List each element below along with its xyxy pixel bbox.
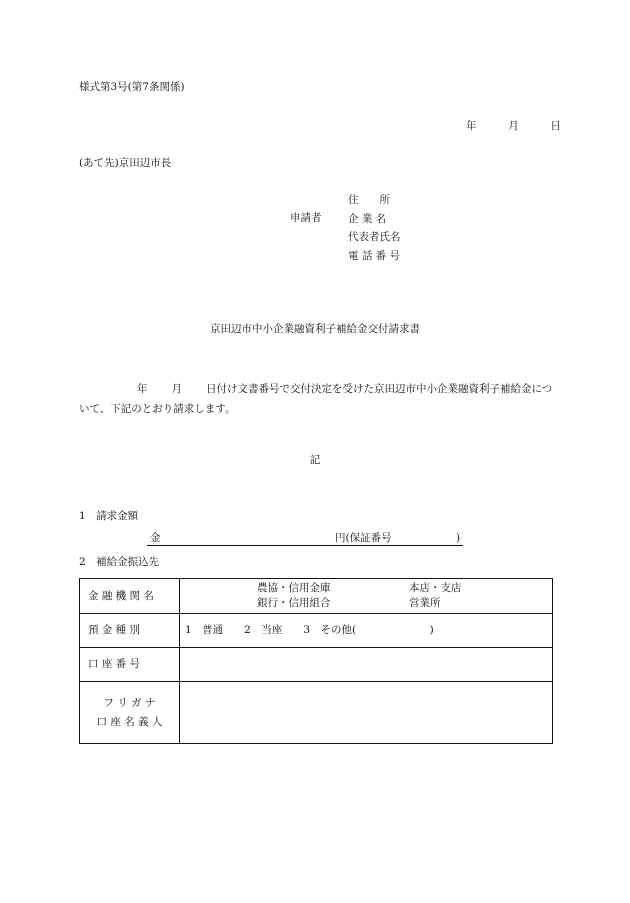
bank-transfer-table [79,578,553,744]
applicant-fields [348,195,401,269]
applicant-label: 申請者 [290,212,322,224]
date-year: 年 [466,120,477,132]
address-label: 住 所 [348,194,390,206]
account-holder-label [80,682,180,744]
section1-heading: 1 請求金額 [79,510,139,522]
phone-label: 電 話 番 号 [348,249,401,262]
section2-heading: 2 補給金振込先 [79,556,160,568]
yen-label: 円(保証番号 [335,532,392,544]
addressee: (あて先)京田辺市長 [79,157,172,169]
date-day: 日 [550,120,561,132]
branch-type-1: 本店・支店 [409,582,462,594]
deposit-options: 1 普通 2 当座 3 その他( ) [185,624,434,637]
ki-heading: 記 [309,454,321,466]
account-number-label: 口 座 番 号 [80,648,180,682]
account-number-cell [180,648,553,682]
company-label: 企 業 名 [348,212,387,225]
account-holder-cell [180,682,553,744]
bank-type-1: 農協・信用金庫 [257,582,331,594]
holder-name-label: 口 座 名 義 人 [96,715,163,728]
furigana-label: フ リ ガ ナ [103,696,156,709]
date-month: 月 [508,120,519,132]
bank-type-2: 銀行・信用組合 [257,597,331,609]
kin-label: 金 [150,532,161,544]
body-year: 年 [137,383,148,395]
close-paren: ) [456,532,461,544]
date-line [466,121,561,132]
bank-name-cell [180,579,553,614]
bank-name-label: 金 融 機 関 名 [80,579,180,614]
request-body [79,380,559,419]
body-text: 日付け文書番号で交付決定を受けた京田辺市中小企業融資利子補給金について、下記のとおり請求します。 [79,383,553,415]
deposit-type-label: 預 金 種 別 [80,614,180,648]
deposit-type-cell [180,614,553,648]
document-title: 京田辺市中小企業融資利子補給金交付請求書 [210,323,420,335]
representative-label: 代表者氏名 [348,231,401,243]
form-number: 様式第3号(第7条関係) [79,81,185,93]
body-month: 月 [171,383,182,395]
amount-line [147,533,463,546]
branch-type-2: 営業所 [409,597,441,609]
